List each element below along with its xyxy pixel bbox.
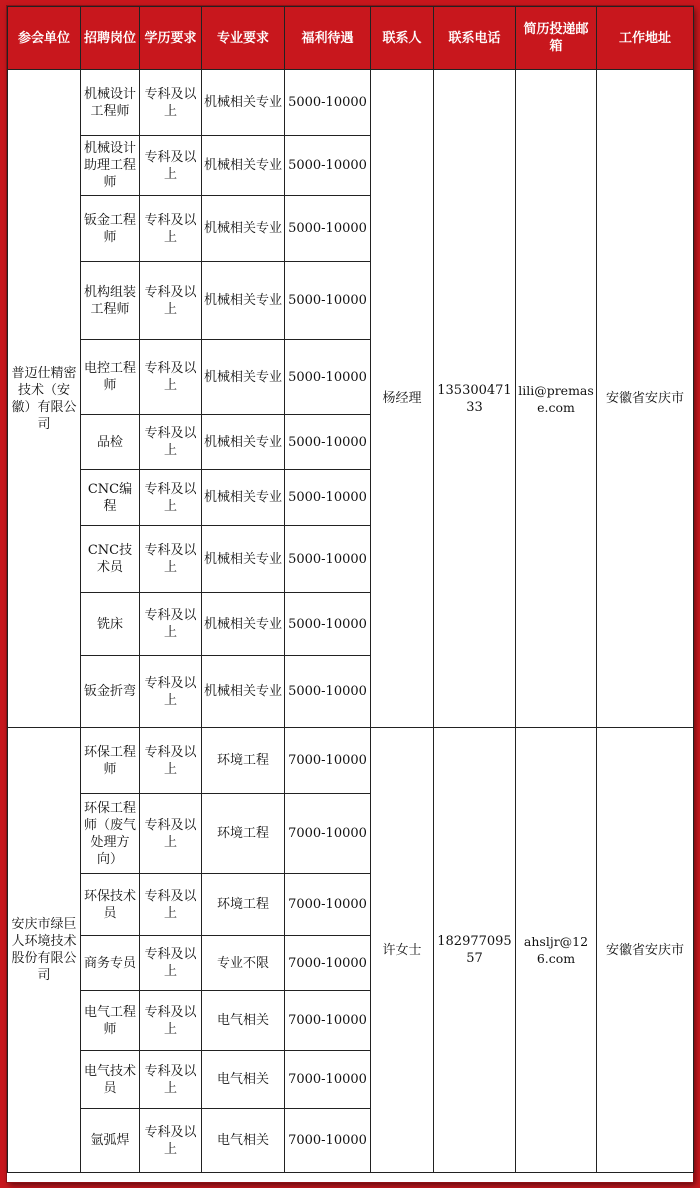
salary-range: 5000-10000 (285, 526, 371, 593)
major-requirement: 环境工程 (202, 874, 285, 936)
resume-email: lili@premase.com (516, 70, 597, 728)
salary-range: 5000-10000 (285, 470, 371, 526)
salary-range: 7000-10000 (285, 991, 371, 1051)
contact-phone: 13530047133 (434, 70, 516, 728)
header-row (8, 7, 694, 70)
salary-range: 5000-10000 (285, 70, 371, 136)
work-address: 安徽省安庆市 (597, 728, 694, 1173)
major-requirement: 机械相关专业 (202, 70, 285, 136)
salary-range: 5000-10000 (285, 262, 371, 340)
education-requirement: 专科及以上 (140, 1109, 202, 1173)
salary-range: 5000-10000 (285, 656, 371, 728)
education-requirement: 专科及以上 (140, 415, 202, 470)
header-phone: 联系电话 (434, 7, 516, 70)
position-title: 品检 (81, 415, 140, 470)
major-requirement: 专业不限 (202, 936, 285, 991)
education-requirement: 专科及以上 (140, 656, 202, 728)
position-title: 氩弧焊 (81, 1109, 140, 1173)
major-requirement: 环境工程 (202, 728, 285, 794)
salary-range: 5000-10000 (285, 593, 371, 656)
header-position: 招聘岗位 (81, 7, 140, 70)
position-title: 商务专员 (81, 936, 140, 991)
header-major: 专业要求 (202, 7, 285, 70)
education-requirement: 专科及以上 (140, 936, 202, 991)
position-title: 铣床 (81, 593, 140, 656)
major-requirement: 环境工程 (202, 794, 285, 874)
major-requirement: 电气相关 (202, 991, 285, 1051)
major-requirement: 机械相关专业 (202, 415, 285, 470)
salary-range: 7000-10000 (285, 936, 371, 991)
major-requirement: 机械相关专业 (202, 470, 285, 526)
contact-phone: 18297709557 (434, 728, 516, 1173)
header-salary: 福利待遇 (285, 7, 371, 70)
table-body (8, 70, 694, 1173)
education-requirement: 专科及以上 (140, 794, 202, 874)
job-fair-table-frame (7, 6, 693, 1182)
education-requirement: 专科及以上 (140, 991, 202, 1051)
salary-range: 5000-10000 (285, 415, 371, 470)
position-title: 电气工程师 (81, 991, 140, 1051)
header-education: 学历要求 (140, 7, 202, 70)
education-requirement: 专科及以上 (140, 728, 202, 794)
major-requirement: 机械相关专业 (202, 262, 285, 340)
position-title: 机械设计助理工程师 (81, 136, 140, 196)
salary-range: 5000-10000 (285, 136, 371, 196)
education-requirement: 专科及以上 (140, 526, 202, 593)
resume-email: ahsljr@126.com (516, 728, 597, 1173)
education-requirement: 专科及以上 (140, 196, 202, 262)
major-requirement: 机械相关专业 (202, 656, 285, 728)
salary-range: 7000-10000 (285, 1109, 371, 1173)
header-company: 参会单位 (8, 7, 81, 70)
salary-range: 5000-10000 (285, 340, 371, 415)
major-requirement: 机械相关专业 (202, 136, 285, 196)
position-title: 钣金工程师 (81, 196, 140, 262)
education-requirement: 专科及以上 (140, 70, 202, 136)
position-title: 环保工程师（废气处理方向） (81, 794, 140, 874)
table-row (8, 70, 694, 136)
education-requirement: 专科及以上 (140, 593, 202, 656)
major-requirement: 机械相关专业 (202, 593, 285, 656)
position-title: CNC编程 (81, 470, 140, 526)
company-name: 安庆市绿巨人环境技术股份有限公司 (8, 728, 81, 1173)
position-title: 机械设计工程师 (81, 70, 140, 136)
position-title: 环保工程师 (81, 728, 140, 794)
education-requirement: 专科及以上 (140, 470, 202, 526)
contact-person: 杨经理 (371, 70, 434, 728)
position-title: 机构组装工程师 (81, 262, 140, 340)
position-title: 电控工程师 (81, 340, 140, 415)
education-requirement: 专科及以上 (140, 136, 202, 196)
education-requirement: 专科及以上 (140, 874, 202, 936)
major-requirement: 机械相关专业 (202, 340, 285, 415)
major-requirement: 电气相关 (202, 1051, 285, 1109)
education-requirement: 专科及以上 (140, 340, 202, 415)
major-requirement: 电气相关 (202, 1109, 285, 1173)
major-requirement: 机械相关专业 (202, 196, 285, 262)
major-requirement: 机械相关专业 (202, 526, 285, 593)
education-requirement: 专科及以上 (140, 1051, 202, 1109)
header-address: 工作地址 (597, 7, 694, 70)
salary-range: 7000-10000 (285, 874, 371, 936)
salary-range: 7000-10000 (285, 728, 371, 794)
salary-range: 7000-10000 (285, 1051, 371, 1109)
company-name: 普迈仕精密技术（安徽）有限公司 (8, 70, 81, 728)
recruitment-table (7, 6, 694, 1173)
contact-person: 许女士 (371, 728, 434, 1173)
salary-range: 7000-10000 (285, 794, 371, 874)
position-title: CNC技术员 (81, 526, 140, 593)
header-contact: 联系人 (371, 7, 434, 70)
position-title: 电气技术员 (81, 1051, 140, 1109)
position-title: 环保技术员 (81, 874, 140, 936)
education-requirement: 专科及以上 (140, 262, 202, 340)
salary-range: 5000-10000 (285, 196, 371, 262)
work-address: 安徽省安庆市 (597, 70, 694, 728)
position-title: 钣金折弯 (81, 656, 140, 728)
table-row (8, 728, 694, 794)
header-email: 简历投递邮箱 (516, 7, 597, 70)
